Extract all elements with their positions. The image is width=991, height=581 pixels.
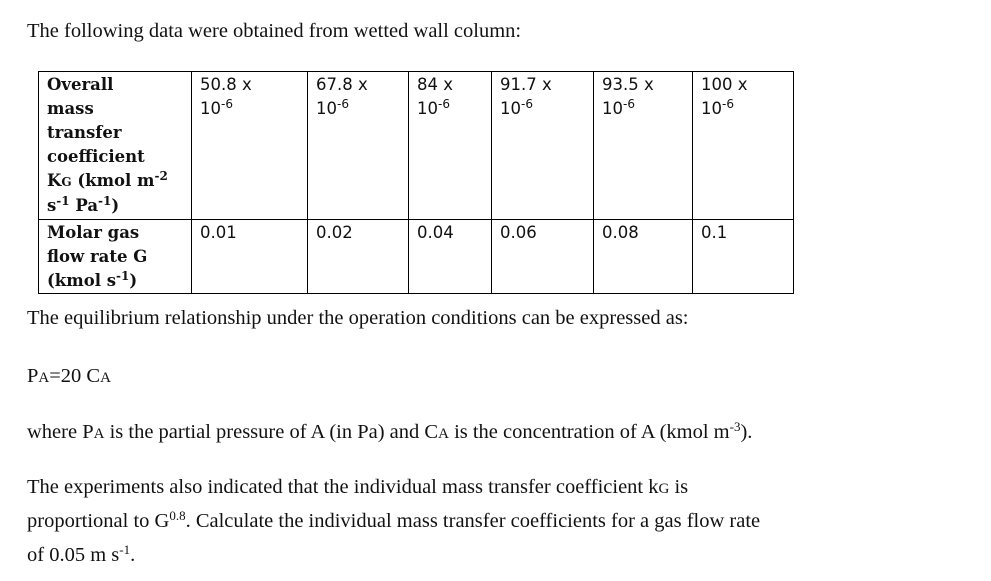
table-cell: 0.1 [693,220,794,294]
row-header-molar-gas-flow: Molar gas flow rate G (kmol $s^{-1}$) [39,220,192,294]
intro-text: The following data were obtained from wetted wall column: [27,20,522,42]
table-row-mass-transfer-coefficient [39,72,794,220]
table-cell: 0.04 [409,220,492,294]
table-cell: 50.8 x $10^{-6}$ [192,72,308,220]
table-cell: 100 x $10^{-6}$ [693,72,794,220]
table-row-gas-flow-rate [39,220,794,294]
experiments-line-3: of 0.05 m $s^{-1}$. [27,542,136,566]
table-cell: 0.02 [308,220,409,294]
table-cell: 84 x $10^{-6}$ [409,72,492,220]
table-cell: 0.01 [192,220,308,294]
table-cell: 0.08 [594,220,693,294]
where-text: where PA is the partial pressure of A (in Pa) and CA is the concentration of A (kmol $m^{-3}$). [27,419,753,443]
table-cell: 93.5 x $10^{-6}$ [594,72,693,220]
equilibrium-intro-text: The equilibrium relationship under the operation conditions can be expressed as: [27,307,689,329]
experiments-line-1: The experiments also indicated that the individual mass transfer coefficient kG is [27,476,689,498]
data-table [38,71,794,294]
experiments-line-2: proportional to $G^{0.8}$. Calculate the individual mass transfer coefficients for a gas flow rate [27,508,761,532]
row-header-overall-coefficient: Overall mass transfer coefficient KG (kmol $m^{-2}$ $s^{-1}$ $Pa^{-1}$) [39,72,192,220]
table-cell: 0.06 [492,220,594,294]
equilibrium-equation: PA=20 CA [27,365,111,387]
table-cell: 91.7 x $10^{-6}$ [492,72,594,220]
table-cell: 67.8 x $10^{-6}$ [308,72,409,220]
